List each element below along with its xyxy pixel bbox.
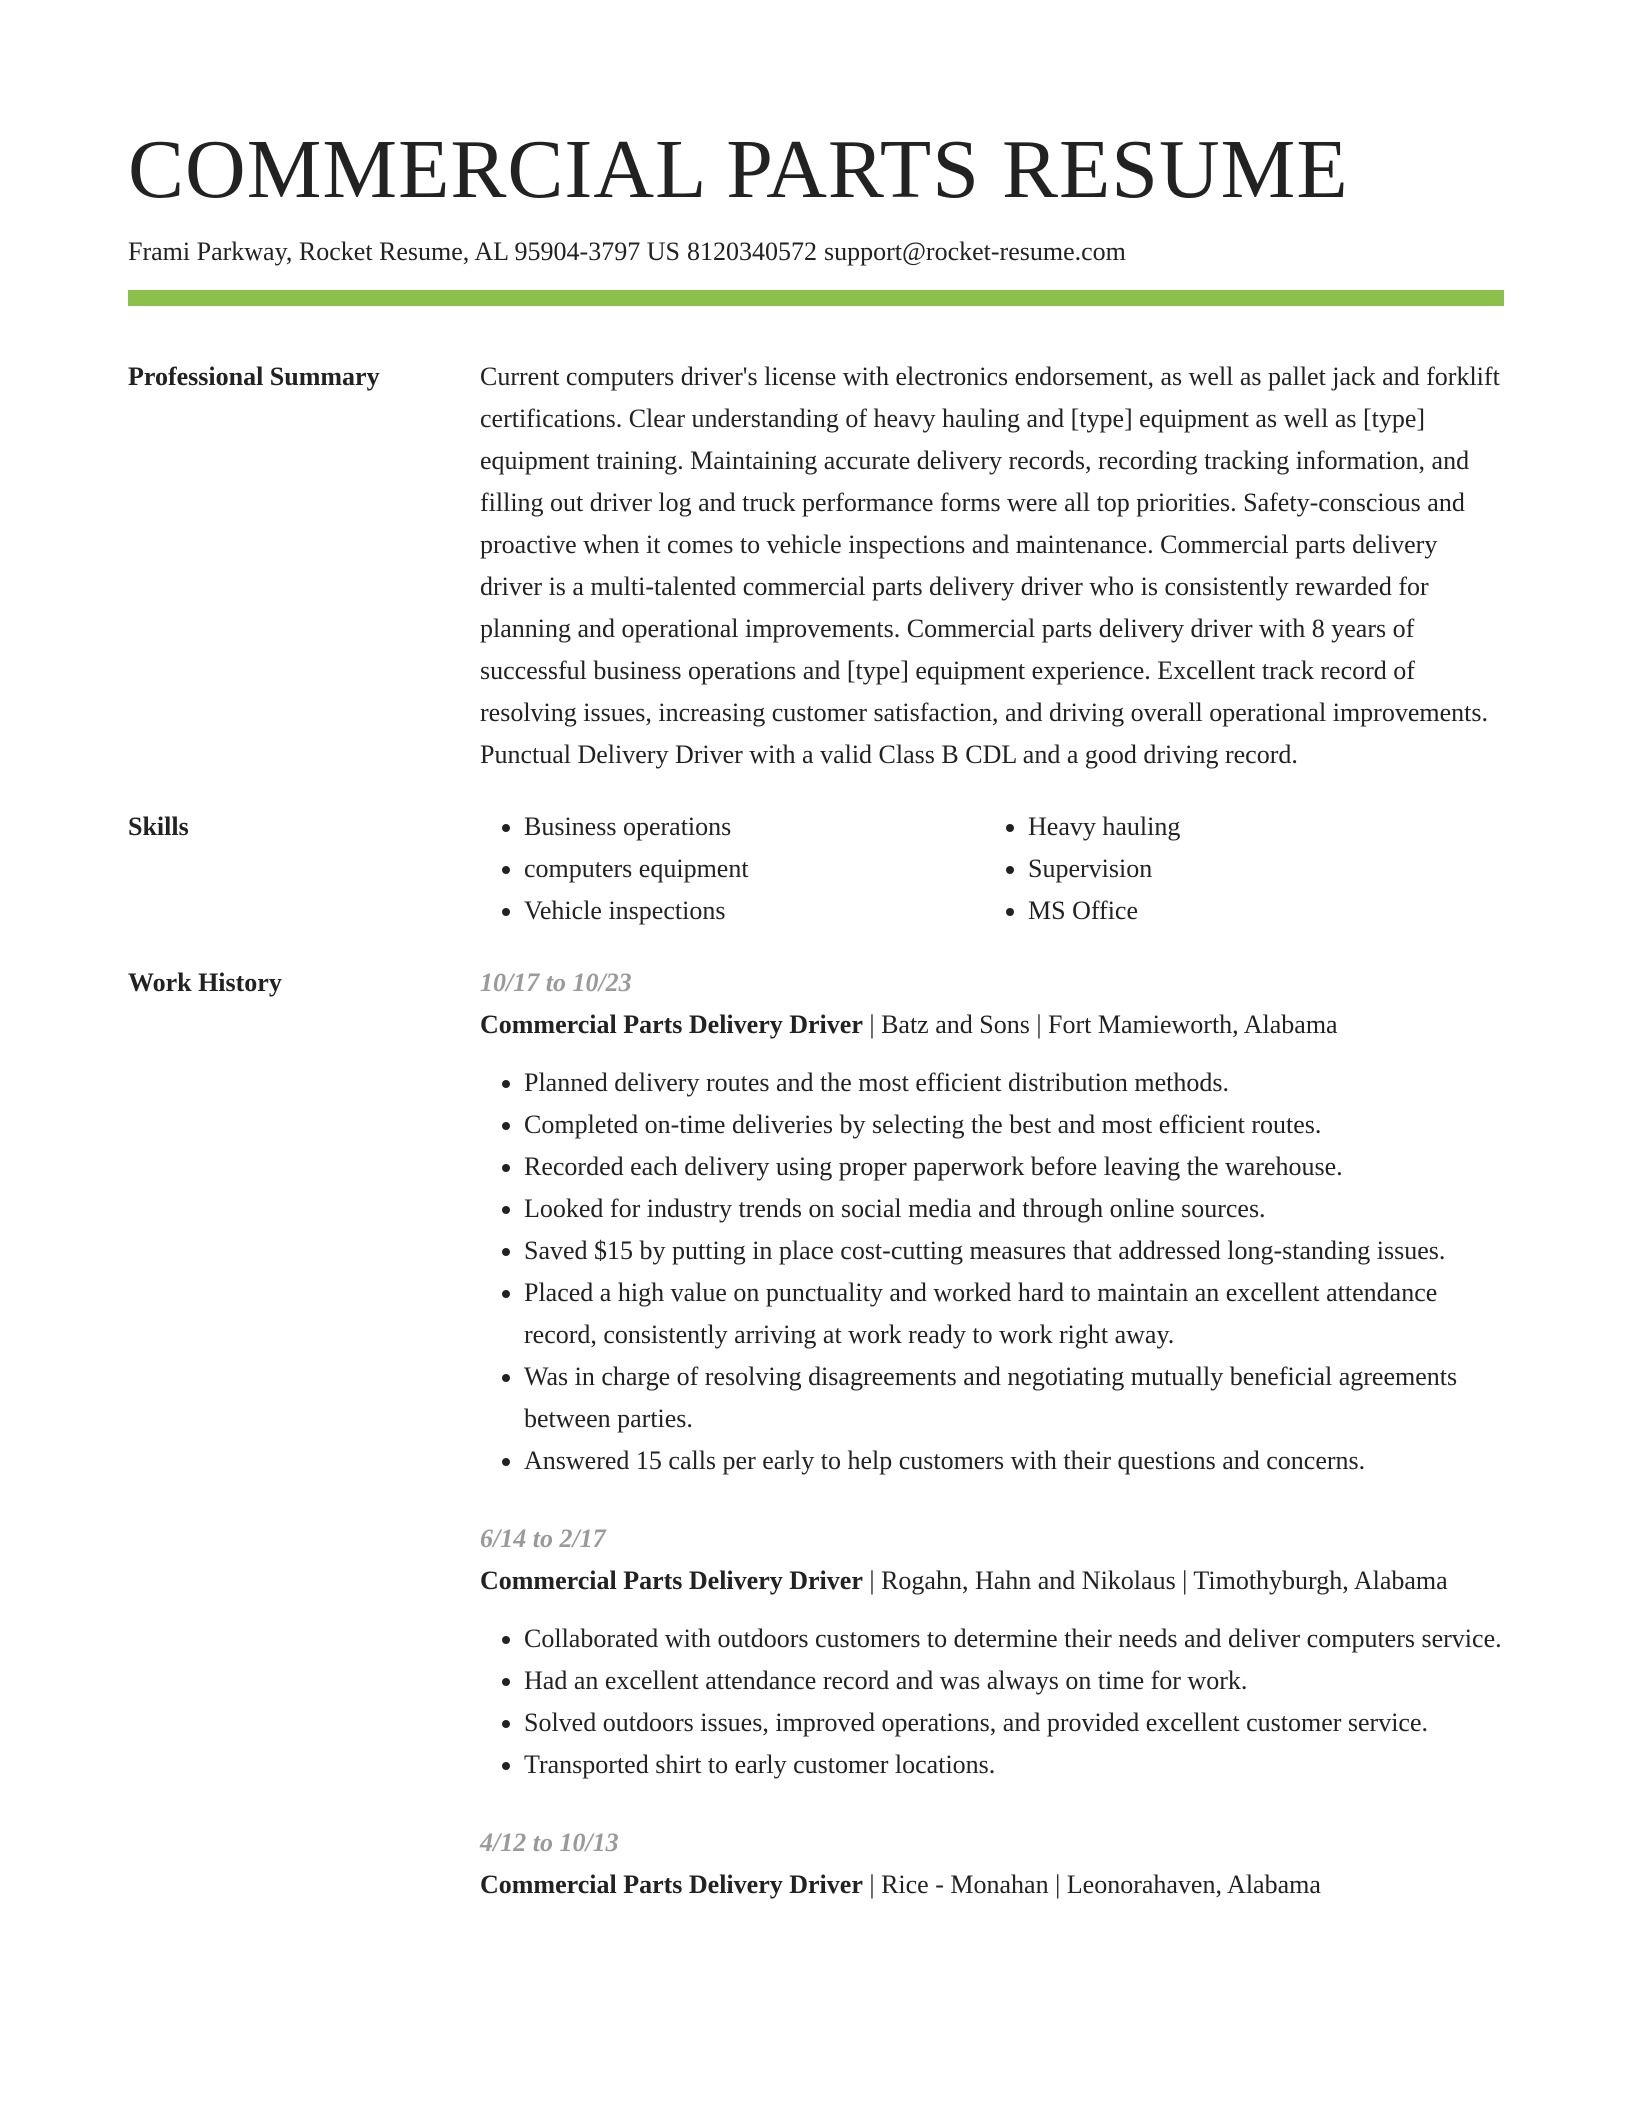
job-header xyxy=(480,1864,1504,1906)
job-bullet: • Solved outdoors issues, improved operations, and provided excellent customer service. xyxy=(524,1702,1504,1744)
job-bullet: • Collaborated with outdoors customers to determine their needs and deliver computers service. xyxy=(524,1618,1504,1660)
job-title: Commercial Parts Delivery Driver xyxy=(480,1566,863,1595)
job-entry xyxy=(480,1518,1504,1786)
work-history-section xyxy=(128,962,1504,1942)
skills-list-left xyxy=(480,806,984,932)
job-bullet: • Completed on-time deliveries by selecting the best and most efficient routes. xyxy=(524,1104,1504,1146)
job-entry xyxy=(480,962,1504,1482)
work-history-heading: Work History xyxy=(128,968,282,997)
resume-page xyxy=(128,120,1504,1942)
job-company-location: | Rogahn, Hahn and Nikolaus | Timothyburgh, Alabama xyxy=(862,1566,1448,1595)
contact-phone: 8120340572 xyxy=(686,237,817,266)
job-bullet: • Answered 15 calls per early to help customers with their questions and concerns. xyxy=(524,1440,1504,1482)
skill-item: • Supervision xyxy=(1028,848,1488,890)
summary-text: Current computers driver's license with electronics endorsement, as well as pallet jack and forklift certifications. Clear understanding of heavy hauling and [type] equipment as well as [type] equipment training. Maintaining accurate delivery records, recording tracking information, and filling out driver log and truck performance forms were all top priorities. Safety-conscious and proactive when it comes to vehicle inspections and maintenance. Commercial parts delivery driver is a multi-talented commercial parts delivery driver who is consistently rewarded for planning and operational improvements. Commercial parts delivery driver with 8 years of successful business operations and [type] equipment experience. Excellent track record of resolving issues, increasing customer satisfaction, and driving overall operational improvements. Punctual Delivery Driver with a valid Class B CDL and a good driving record. xyxy=(480,362,1500,769)
job-title: Commercial Parts Delivery Driver xyxy=(480,1010,863,1039)
skill-item: • Heavy hauling xyxy=(1028,806,1488,848)
job-dates: 10/17 to 10/23 xyxy=(480,968,632,997)
job-dates: 4/12 to 10/13 xyxy=(480,1828,619,1857)
skill-item: • computers equipment xyxy=(524,848,984,890)
job-bullet: • Was in charge of resolving disagreements and negotiating mutually beneficial agreements between parties. xyxy=(524,1356,1504,1440)
summary-section xyxy=(128,356,1504,776)
contact-line xyxy=(128,234,1504,270)
job-title: Commercial Parts Delivery Driver xyxy=(480,1870,863,1899)
job-bullet: • Looked for industry trends on social media and through online sources. xyxy=(524,1188,1504,1230)
contact-address: Frami Parkway, Rocket Resume, AL 95904-3797 US xyxy=(128,237,680,266)
job-bullet: • Transported shirt to early customer locations. xyxy=(524,1744,1504,1786)
job-bullet: • Had an excellent attendance record and was always on time for work. xyxy=(524,1660,1504,1702)
job-bullet: • Planned delivery routes and the most efficient distribution methods. xyxy=(524,1062,1504,1104)
job-bullet: • Placed a high value on punctuality and worked hard to maintain an excellent attendance record, consistently arriving at work ready to work right away. xyxy=(524,1272,1504,1356)
job-company-location: | Batz and Sons | Fort Mamieworth, Alabama xyxy=(862,1010,1338,1039)
contact-email: support@rocket-resume.com xyxy=(823,237,1126,266)
job-company-location: | Rice - Monahan | Leonorahaven, Alabama xyxy=(862,1870,1321,1899)
skills-section xyxy=(128,806,1504,932)
job-dates: 6/14 to 2/17 xyxy=(480,1524,606,1553)
skill-item: • Business operations xyxy=(524,806,984,848)
skill-item: • Vehicle inspections xyxy=(524,890,984,932)
job-bullet: • Saved $15 by putting in place cost-cutting measures that addressed long-standing issues. xyxy=(524,1230,1504,1272)
job-bullet: • Recorded each delivery using proper paperwork before leaving the warehouse. xyxy=(524,1146,1504,1188)
job-header xyxy=(480,1004,1504,1046)
job-bullets xyxy=(480,1618,1504,1786)
skills-list-right xyxy=(984,806,1488,932)
accent-divider xyxy=(128,290,1504,306)
summary-heading: Professional Summary xyxy=(128,362,380,391)
skill-item: • MS Office xyxy=(1028,890,1488,932)
job-entry xyxy=(480,1822,1504,1906)
job-header xyxy=(480,1560,1504,1602)
page-title: COMMERCIAL PARTS RESUME xyxy=(128,123,1349,216)
job-bullets xyxy=(480,1062,1504,1482)
skills-heading: Skills xyxy=(128,812,189,841)
